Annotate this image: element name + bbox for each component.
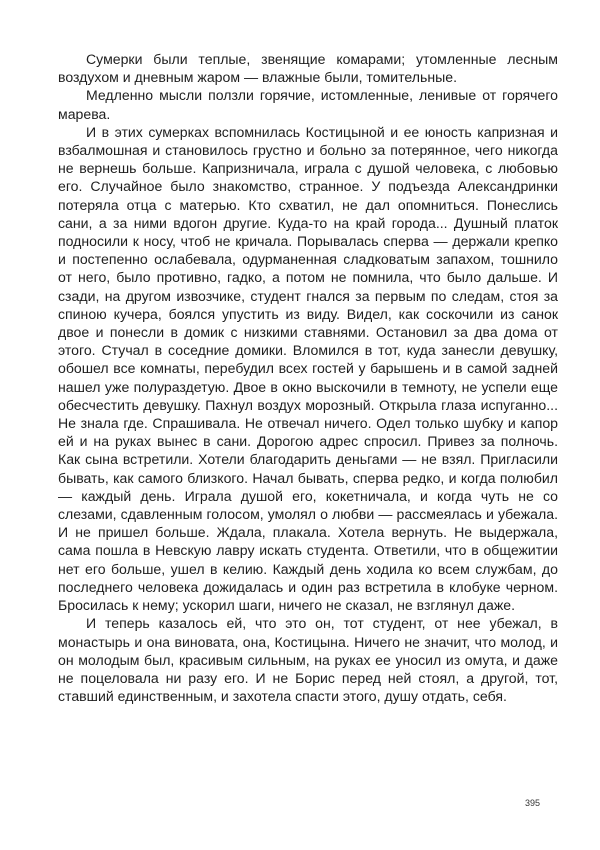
paragraph-4: И теперь казалось ей, что это он, тот студент, от нее убежал, в монастырь и она виновата, она, Костицына. Ничего не значит, что молод, и он молодым был, красивым сильным, на руках ее уносил из омута, и даже не поцеловала ни разу его. И не Борис перед ней стоял, а другой, тот, ставший единственным, и захотела спасти этого, душу отдать, себя. [58,615,558,705]
page-number: 395 [525,798,541,808]
body-text [58,50,558,705]
paragraph-3: И в этих сумерках вспомнилась Костицыной и ее юность капризная и взбалмошная и становилось грустно и больно за потерянное, чего никогда не вернешь больше. Капризничала, играла с душой человека, с любовью его. Случайное было знакомство, странное. У подъезда Александринки потеряла отца с матерью. Кто схватил, не дал опомниться. Понеслись сани, а за ними вдогон другие. Куда-то на край города... Душный платок подносили к носу, чтоб не кричала. Порывалась сперва — держали крепко и постепенно ослабевала, одурманенная сладковатым запахом, тошнило от него, было противно, гадко, а потом не помнила, что было дальше. И сзади, на другом извозчике, студент гнался за первым по следам, стоя за спиною кучера, боялся упустить из виду. Видел, как соскочили из санок двое и понесли в домик с низкими ставнями. Остановил за два дома от этого. Стучал в соседние домики. Вломился в тот, куда занесли девушку, обошел все комнаты, перебудил всех гостей у барышень и в самой задней нашел уже полураздетую. Двое в окно выскочили в темноту, не успели еще обесчестить девушку. Пахнул воздух морозный. Открыла глаза испуганно... Не знала где. Спрашивала. Не отвечал ничего. Одел только шубку и капор ей и на руках вынес в сани. Дорогою адрес спросил. Привез за полночь. Как сына встретили. Хотели благодарить деньгами — не взял. Пригласили бывать, как самого близкого. Начал бывать, сперва редко, и когда полюбил — каждый день. Играла душой его, кокетничала, и когда чуть не со слезами, сдавленным голосом, умолял о любви — рассмеялась и убежала. И не пришел больше. Ждала, плакала. Хотела вернуть. Не выдержала, сама пошла в Невскую лавру искать студента. Ответили, что в общежитии нет его больше, ушел в келию. Каждый день ходила ко всем службам, до последнего человека дожидалась и один раз встретила в клобуке черном. Бросилась к нему; ускорил шаги, ничего не сказал, не взглянул даже. [58,123,558,614]
paragraph-2: Медленно мысли ползли горячие, истомленные, ленивые от горячего марева. [58,87,558,122]
paragraph-1: Сумерки были теплые, звенящие комарами; утомленные лесным воздухом и дневным жаром — влажные были, томительные. [58,51,558,86]
